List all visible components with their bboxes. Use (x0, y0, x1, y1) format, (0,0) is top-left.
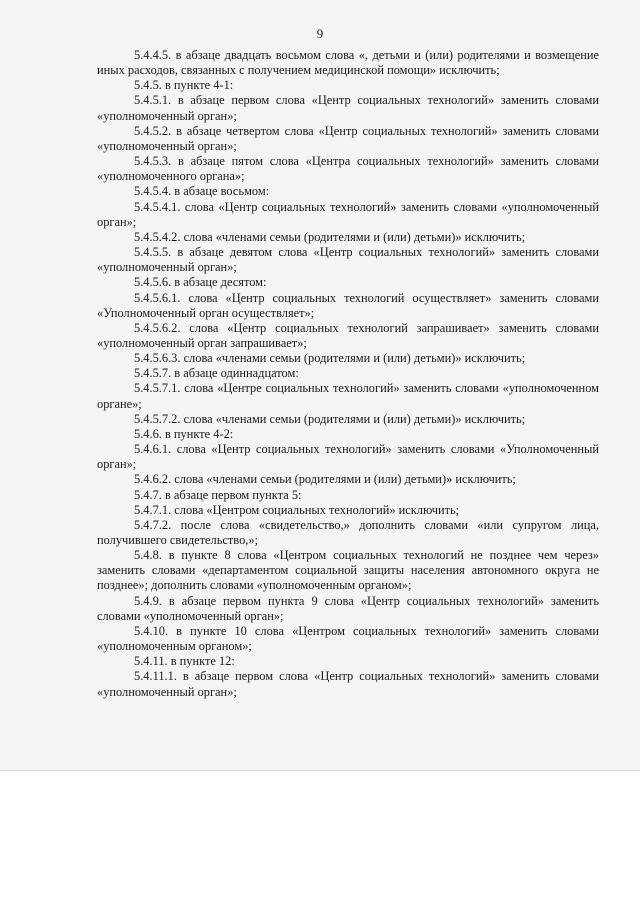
paragraph: 5.4.5.2. в абзаце четвертом слова «Центр социальных технологий» заменить словами «уполномоченный орган»; (97, 123, 599, 153)
paragraph: 5.4.10. в пункте 10 слова «Центром социальных технологий» заменить словами «уполномоченным органом»; (97, 623, 599, 654)
document-body (97, 48, 599, 700)
paragraph: 5.4.5.6.3. слова «членами семьи (родителями и (или) детьми)» исключить; (134, 351, 526, 366)
paragraph: 5.4.11. в пункте 12: (134, 654, 235, 669)
paragraph: 5.4.5.7.2. слова «членами семьи (родителями и (или) детьми)» исключить; (134, 411, 526, 426)
paragraph: 5.4.5.3. в абзаце пятом слова «Центра социальных технологий» заменить словами «уполномоченного органа»; (97, 154, 599, 184)
paragraph: 5.4.7. в абзаце первом пункта 5: (134, 487, 302, 502)
paragraph: 5.4.6.1. слова «Центр социальных технологий» заменить словами «Уполномоченный орган»; (97, 442, 599, 472)
page-number: 9 (316, 26, 324, 41)
paragraph: 5.4.5. в пункте 4-1: (134, 78, 234, 93)
paragraph: 5.4.5.4.1. слова «Центр социальных технологий» заменить словами «уполномоченный орган»; (97, 199, 599, 229)
paragraph: 5.4.7.2. после слова «свидетельство,» дополнить словами «или супругом лица, получившего свидетельство,»; (97, 517, 599, 547)
paragraph: 5.4.5.6.1. слова «Центр социальных технологий осуществляет» заменить словами «Уполномоченный орган осуществляет»; (97, 290, 599, 320)
paragraph: 5.4.5.6. в абзаце десятом: (134, 275, 267, 290)
paragraph: 5.4.8. в пункте 8 слова «Центром социальных технологий не позднее чем через» заменить словами «департаментом социальной защиты населения автономного округа не позднее»; дополнить словами «уполномоченным органом»; (97, 548, 599, 593)
paragraph: 5.4.5.4. в абзаце восьмом: (134, 184, 270, 199)
paragraph: 5.4.5.7. в абзаце одиннадцатом: (134, 366, 299, 381)
paragraph: 5.4.5.4.2. слова «членами семьи (родителями и (или) детьми)» исключить; (134, 229, 526, 244)
paragraph: 5.4.6. в пункте 4-2: (134, 426, 234, 441)
paragraph: 5.4.7.1. слова «Центром социальных технологий» исключить; (134, 502, 460, 517)
paragraph: 5.4.5.5. в абзаце девятом слова «Центр социальных технологий» заменить словами «уполномоченный орган»; (97, 245, 599, 275)
paragraph: 5.4.5.7.1. слова «Центре социальных технологий» заменить словами «уполномоченном органе»; (97, 381, 599, 411)
paragraph: 5.4.5.1. в абзаце первом слова «Центр социальных технологий» заменить словами «уполномоченный орган»; (97, 93, 599, 123)
paragraph: 5.4.11.1. в абзаце первом слова «Центр социальных технологий» заменить словами «уполномоченный орган»; (97, 669, 599, 699)
paragraph: 5.4.9. в абзаце первом пункта 9 слова «Центр социальных технологий» заменить словами «уполномоченный орган»; (97, 593, 599, 623)
paragraph: 5.4.5.6.2. слова «Центр социальных технологий запрашивает» заменить словами «уполномоченный орган запрашивает»; (97, 320, 599, 350)
paragraph: 5.4.6.2. слова «членами семьи (родителями и (или) детьми)» исключить; (134, 472, 516, 487)
paragraph: 5.4.4.5. в абзаце двадцать восьмом слова «, детьми и (или) родителями и возмещение иных расходов, связанных с получением медицинской помощи» исключить; (97, 48, 599, 78)
